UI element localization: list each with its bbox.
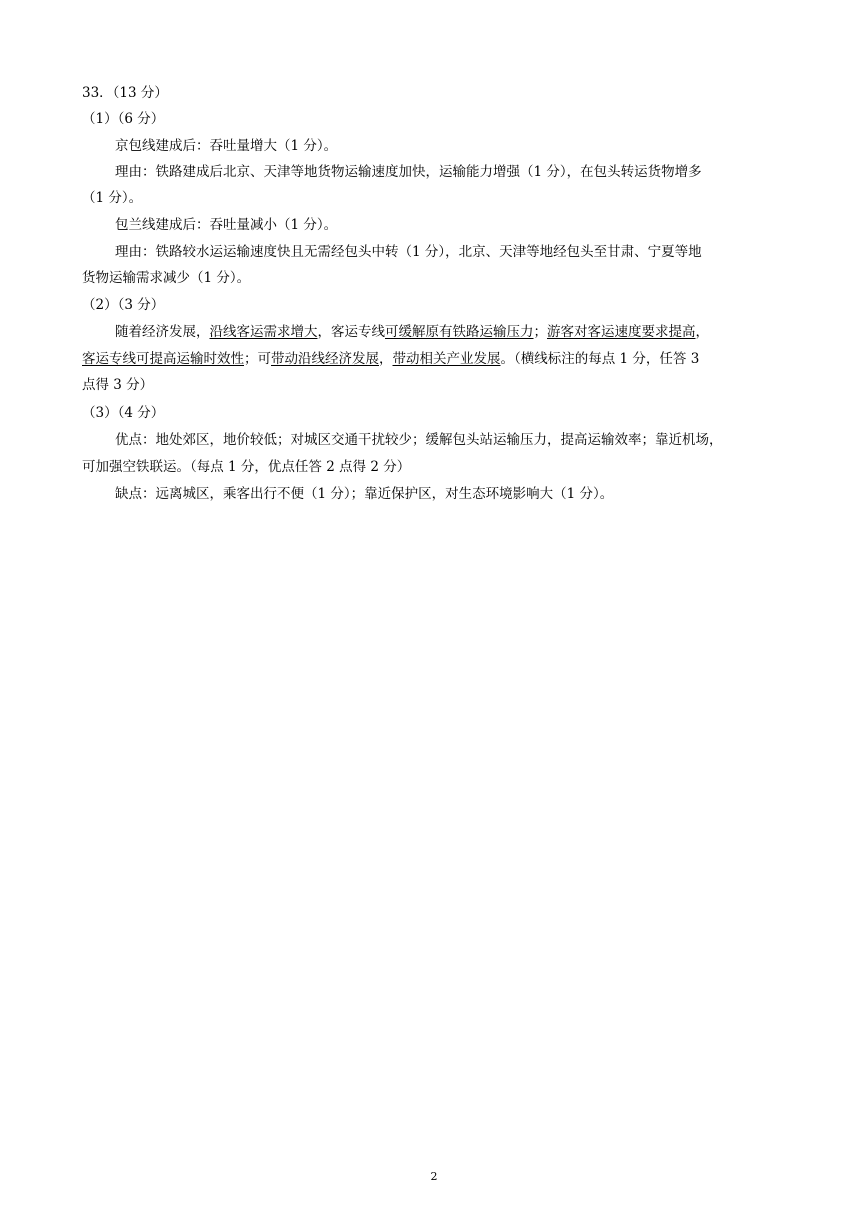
part3-disadvantages: 缺点：远离城区，乘客出行不便（1 分）；靠近保护区，对生态环境影响大（1 分）。: [115, 486, 614, 502]
text-segment: ，: [695, 324, 709, 340]
text-segment: ，: [379, 351, 393, 367]
part1-baolan-reason-2: 货物运输需求减少（1 分）。: [82, 270, 251, 286]
part3-label: （3）（4 分）: [82, 405, 165, 421]
text-segment: 。（横线标注的每点 1 分，任答 3: [500, 351, 700, 367]
part1-jingbao-line: 京包线建成后：吞吐量增大（1 分）。: [115, 138, 338, 154]
part3-advantages-1: 优点：地处郊区，地价较低；对城区交通干扰较少；缓解包头站运输压力，提高运输效率；靠近机场，: [115, 432, 723, 448]
underlined-point: 沿线客运需求增大: [209, 324, 318, 340]
part3-advantages-2: 可加强空铁联运。（每点 1 分，优点任答 2 点得 2 分）: [82, 459, 411, 475]
part2-line-3: 点得 3 分）: [82, 377, 154, 393]
text-segment: ，客运专线: [317, 324, 385, 340]
part1-baolan-reason-1: 理由：铁路较水运运输速度快且无需经包头中转（1 分），北京、天津等地经包头至甘肃、宁夏等地: [115, 244, 702, 260]
part2-label: （2）（3 分）: [82, 297, 165, 313]
part2-line-2: [82, 349, 699, 369]
question-header: 33．（13 分）: [82, 85, 168, 101]
text-segment: ；: [533, 324, 547, 340]
part1-jingbao-reason-1: 理由：铁路建成后北京、天津等地货物运输速度加快，运输能力增强（1 分），在包头转运货物增多: [115, 164, 702, 180]
page-number: 2: [430, 1170, 438, 1183]
underlined-point: 带动相关产业发展: [392, 351, 501, 367]
part2-line-1: [115, 322, 709, 342]
underlined-point: 可缓解原有铁路运输压力: [385, 324, 534, 340]
underlined-point: 带动沿线经济发展: [271, 351, 379, 367]
part1-baolan-line: 包兰线建成后：吞吐量减小（1 分）。: [115, 217, 338, 233]
text-segment: 随着经济发展，: [115, 324, 210, 340]
underlined-point: 游客对客运速度要求提高: [547, 324, 696, 340]
part1-jingbao-reason-2: （1 分）。: [82, 190, 143, 206]
part1-label: （1）（6 分）: [82, 111, 165, 127]
text-segment: ；可: [244, 351, 271, 367]
underlined-point: 客运专线可提高运输时效性: [82, 351, 244, 367]
